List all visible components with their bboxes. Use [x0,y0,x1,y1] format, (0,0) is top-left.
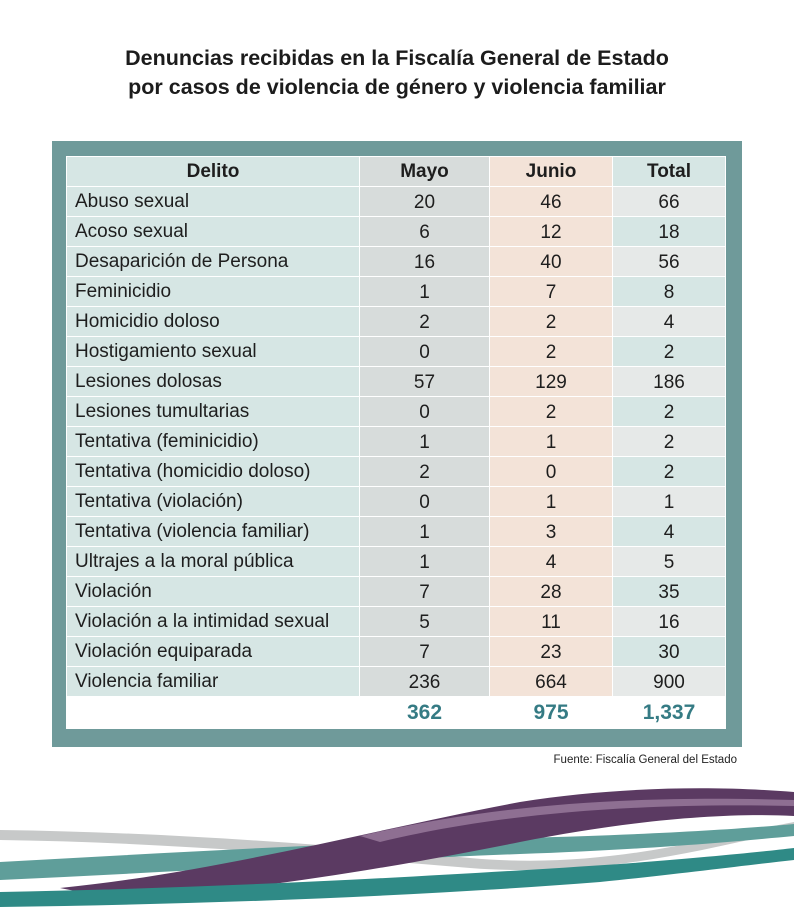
cell-junio-text: 1 [545,492,557,513]
cell-delito [67,487,360,517]
cell-delito-text: Abuso sexual [75,190,190,212]
cell-delito-text: Feminicidio [75,280,172,302]
cell-total-text: 35 [658,582,680,603]
cell-mayo-text: 236 [408,672,441,693]
cell-mayo [360,337,490,367]
cell-mayo-text: 2 [419,312,430,333]
cell-mayo [360,607,490,637]
cell-junio-text: 28 [540,582,562,603]
cell-junio-text: 1 [545,432,557,453]
cell-mayo-text: 57 [413,372,436,393]
header-total: Total [613,157,726,187]
cell-total [613,487,726,517]
cell-total [613,397,726,427]
cell-total-text: 8 [663,282,675,303]
cell-total-text: 5 [663,552,675,573]
cell-junio [490,547,613,577]
totals-row [67,697,726,729]
table-row [67,307,726,337]
cell-delito [67,397,360,427]
cell-mayo [360,247,490,277]
cell-junio [490,577,613,607]
cell-delito-text: Violación a la intimidad sexual [75,610,330,632]
cell-mayo [360,427,490,457]
decorative-waves [0,780,794,907]
cell-total-text: 66 [658,192,680,213]
cell-mayo-text: 0 [419,492,430,513]
cell-total-text: 16 [658,612,680,633]
cell-total [613,607,726,637]
cell-junio-text: 0 [545,462,557,483]
cell-mayo [360,667,490,697]
cell-junio-text: 3 [545,522,557,543]
cell-mayo-text: 1 [419,522,430,543]
cell-delito-text: Desaparición de Persona [75,250,289,272]
header-delito: Delito [67,157,360,187]
cell-mayo [360,487,490,517]
cell-delito [67,607,360,637]
table-row [67,247,726,277]
table-row [67,577,726,607]
cell-delito [67,427,360,457]
cell-mayo [360,307,490,337]
cell-mayo [360,367,490,397]
cell-delito-text: Ultrajes a la moral pública [75,550,294,572]
cell-junio-text: 11 [541,612,561,633]
cell-mayo-text: 7 [419,642,430,663]
table-row [67,517,726,547]
cell-junio-text: 2 [545,402,557,423]
cell-mayo-text: 0 [419,342,430,363]
cell-total [613,547,726,577]
cell-junio [490,217,613,247]
cell-total [613,517,726,547]
cell-junio-text: 4 [545,552,557,573]
cell-delito-text: Lesiones tumultarias [75,400,250,422]
cell-mayo-text: 0 [419,402,430,423]
table-row [67,667,726,697]
cell-delito [67,547,360,577]
cell-mayo-text: 2 [419,462,430,483]
cell-delito [67,457,360,487]
cell-junio [490,367,613,397]
cell-delito [67,217,360,247]
cell-mayo [360,217,490,247]
cell-total [613,637,726,667]
table-row [67,337,726,367]
cell-junio-text: 129 [535,372,567,393]
table-row [67,547,726,577]
cell-mayo [360,637,490,667]
cell-delito [67,367,360,397]
cell-total [613,307,726,337]
cell-total [613,367,726,397]
cell-mayo-text: 20 [413,192,436,213]
cell-total-text: 18 [658,222,680,243]
cell-junio [490,337,613,367]
cell-delito [67,577,360,607]
cell-delito [67,667,360,697]
cell-junio-text: 664 [535,672,567,693]
cell-total [613,667,726,697]
cell-junio [490,427,613,457]
cell-total-text: 2 [663,462,675,483]
cell-junio [490,487,613,517]
cell-mayo [360,517,490,547]
cell-junio-text: 23 [540,642,562,663]
cell-junio-text: 46 [540,192,562,213]
table-row [67,277,726,307]
title-line-1: Denuncias recibidas en la Fiscalía General de Estado [125,46,669,70]
cell-total-text: 2 [663,432,675,453]
data-table [66,156,726,729]
table-row [67,637,726,667]
cell-delito-text: Hostigamiento sexual [75,340,257,362]
cell-total [613,337,726,367]
cell-delito [67,337,360,367]
cell-junio [490,667,613,697]
cell-mayo [360,187,490,217]
cell-mayo-text: 7 [419,582,430,603]
cell-mayo-text: 1 [419,432,430,453]
cell-delito [67,637,360,667]
table-row [67,187,726,217]
cell-total-text: 186 [653,372,685,393]
cell-mayo-text: 16 [413,252,436,273]
cell-delito-text: Acoso sexual [75,220,189,242]
cell-delito-text: Tentativa (homicidio doloso) [75,460,311,482]
cell-mayo [360,457,490,487]
cell-junio-text: 7 [545,282,557,303]
cell-total-text: 900 [653,672,685,693]
cell-junio [490,517,613,547]
cell-total-text: 30 [658,642,680,663]
cell-total [613,277,726,307]
cell-total [613,247,726,277]
cell-total [613,457,726,487]
cell-junio-text: 40 [540,252,562,273]
cell-junio [490,307,613,337]
cell-junio-text: 2 [545,342,557,363]
cell-junio [490,397,613,427]
cell-delito [67,247,360,277]
cell-total-text: 4 [663,522,675,543]
cell-total [613,217,726,247]
cell-total [613,427,726,457]
cell-delito [67,277,360,307]
cell-delito [67,187,360,217]
sum-mayo: 362 [360,697,490,729]
cell-junio [490,457,613,487]
cell-junio [490,637,613,667]
cell-delito-text: Tentativa (violencia familiar) [75,520,310,542]
header-mayo: Mayo [360,157,490,187]
cell-mayo [360,277,490,307]
cell-total-text: 2 [663,342,675,363]
table-row [67,397,726,427]
cell-mayo-text: 5 [419,612,430,633]
cell-junio [490,607,613,637]
cell-delito [67,517,360,547]
table-row [67,217,726,247]
cell-total-text: 56 [658,252,680,273]
table-row [67,427,726,457]
cell-mayo [360,547,490,577]
table-row [67,367,726,397]
sum-total: 1,337 [613,697,726,729]
cell-mayo-text: 1 [419,282,430,303]
cell-total-text: 4 [663,312,675,333]
cell-junio [490,187,613,217]
cell-delito-text: Lesiones dolosas [75,370,222,392]
cell-delito-text: Violación equiparada [75,640,253,662]
cell-delito-text: Violación [75,580,152,602]
header-row [67,157,726,187]
table-row [67,487,726,517]
cell-junio [490,277,613,307]
cell-total-text: 2 [663,402,675,423]
cell-delito-text: Homicidio doloso [75,310,220,332]
table-row [67,607,726,637]
source-note: Fuente: Fiscalía General del Estado [553,754,737,766]
cell-delito-text: Tentativa (feminicidio) [75,430,259,452]
cell-delito-text: Violencia familiar [75,670,219,692]
cell-mayo-text: 1 [419,552,430,573]
cell-mayo [360,397,490,427]
cell-junio-text: 12 [540,222,562,243]
header-junio: Junio [490,157,613,187]
table-frame [52,141,742,747]
cell-total [613,187,726,217]
cell-delito-text: Tentativa (violación) [75,490,243,512]
cell-mayo-text: 6 [419,222,430,243]
cell-total-text: 1 [663,492,675,513]
title-line-2: por casos de violencia de género y violencia familiar [128,75,666,99]
table-row [67,457,726,487]
totals-label-cell [67,697,360,729]
sum-junio: 975 [490,697,613,729]
cell-mayo [360,577,490,607]
cell-delito [67,307,360,337]
cell-junio [490,247,613,277]
cell-total [613,577,726,607]
cell-junio-text: 2 [545,312,557,333]
page-title [0,44,794,102]
